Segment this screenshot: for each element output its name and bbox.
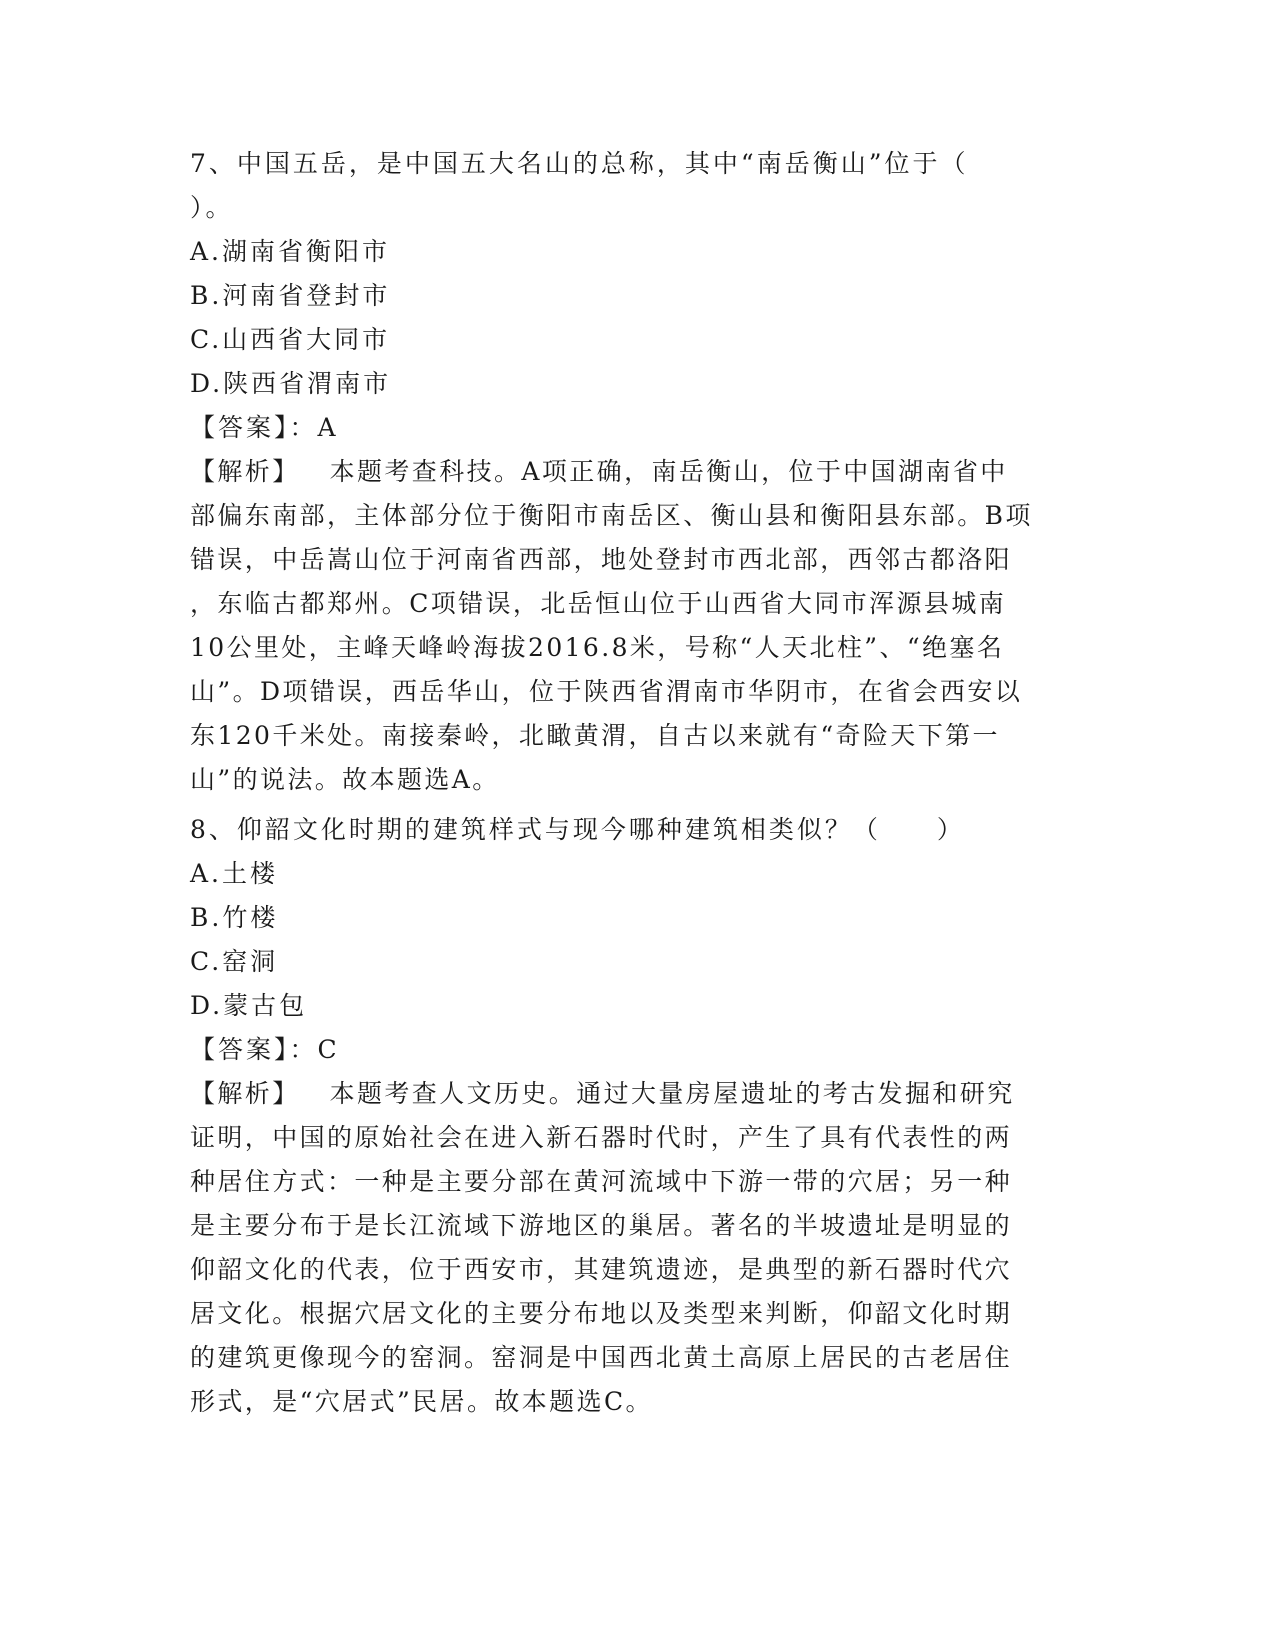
explanation-line: 10公里处，主峰天峰岭海拔2016.8米，号称“人天北柱”、“绝塞名 [190,633,1005,662]
option-b: B.河南省登封市 [190,281,391,310]
option-a: A.土楼 [190,859,279,888]
answer-value: A [317,413,339,442]
question-stem: 7、中国五岳，是中国五大名山的总称，其中“南岳衡山”位于（ [190,149,969,178]
option-a: A.湖南省衡阳市 [190,237,391,266]
explanation-text: 本题考查人文历史。通过大量房屋遗址的考古发掘和研究 [329,1079,1015,1108]
answer-label: 【答案】： [190,413,318,442]
explanation-line: 种居住方式：一种是主要分部在黄河流域中下游一带的穴居；另一种 [190,1167,1013,1196]
explanation-label: 【解析】 [190,457,300,486]
option-d: D.陕西省渭南市 [190,369,392,398]
answer-value: C [317,1035,340,1064]
document-page [190,142,1090,1424]
question-stem: ）。 [190,193,234,222]
explanation-line: 居文化。根据穴居文化的主要分布地以及类型来判断，仰韶文化时期 [190,1299,1013,1328]
explanation-line: 山”的说法。故本题选A。 [190,765,500,794]
explanation-line [190,450,1090,494]
question-8 [190,808,1090,1424]
explanation-line: 部偏东南部，主体部分位于衡阳市南岳区、衡山县和衡阳县东部。B项 [190,501,1033,530]
explanation-line: ，东临古都郑州。C项错误，北岳恒山位于山西省大同市浑源县城南 [190,589,1007,618]
answer-line [190,406,1090,450]
option-c: C.山西省大同市 [190,325,391,354]
question-stem: 8、仰韶文化时期的建筑样式与现今哪种建筑相类似？（ ） [190,815,965,844]
option-c: C.窑洞 [190,947,279,976]
explanation-line: 错误，中岳嵩山位于河南省西部，地处登封市西北部，西邻古都洛阳 [190,545,1013,574]
explanation-line: 证明，中国的原始社会在进入新石器时代时，产生了具有代表性的两 [190,1123,1013,1152]
answer-line [190,1028,1090,1072]
answer-label: 【答案】： [190,1035,318,1064]
explanation-line: 山”。D项错误，西岳华山，位于陕西省渭南市华阴市，在省会西安以 [190,677,1023,706]
explanation-line: 仰韶文化的代表，位于西安市，其建筑遗迹，是典型的新石器时代穴 [190,1255,1013,1284]
explanation-text: 本题考查科技。A项正确，南岳衡山，位于中国湖南省中 [329,457,1008,486]
explanation-label: 【解析】 [190,1079,300,1108]
explanation-line: 形式，是“穴居式”民居。故本题选C。 [190,1387,653,1416]
explanation-line: 东120千米处。南接秦岭，北瞰黄渭，自古以来就有“奇险天下第一 [190,721,1000,750]
explanation-line: 的建筑更像现今的窑洞。窑洞是中国西北黄土高原上居民的古老居住 [190,1343,1013,1372]
option-d: D.蒙古包 [190,991,308,1020]
explanation-line: 是主要分布于是长江流域下游地区的巢居。著名的半坡遗址是明显的 [190,1211,1013,1240]
question-7 [190,142,1090,802]
option-b: B.竹楼 [190,903,279,932]
explanation-line [190,1072,1090,1116]
